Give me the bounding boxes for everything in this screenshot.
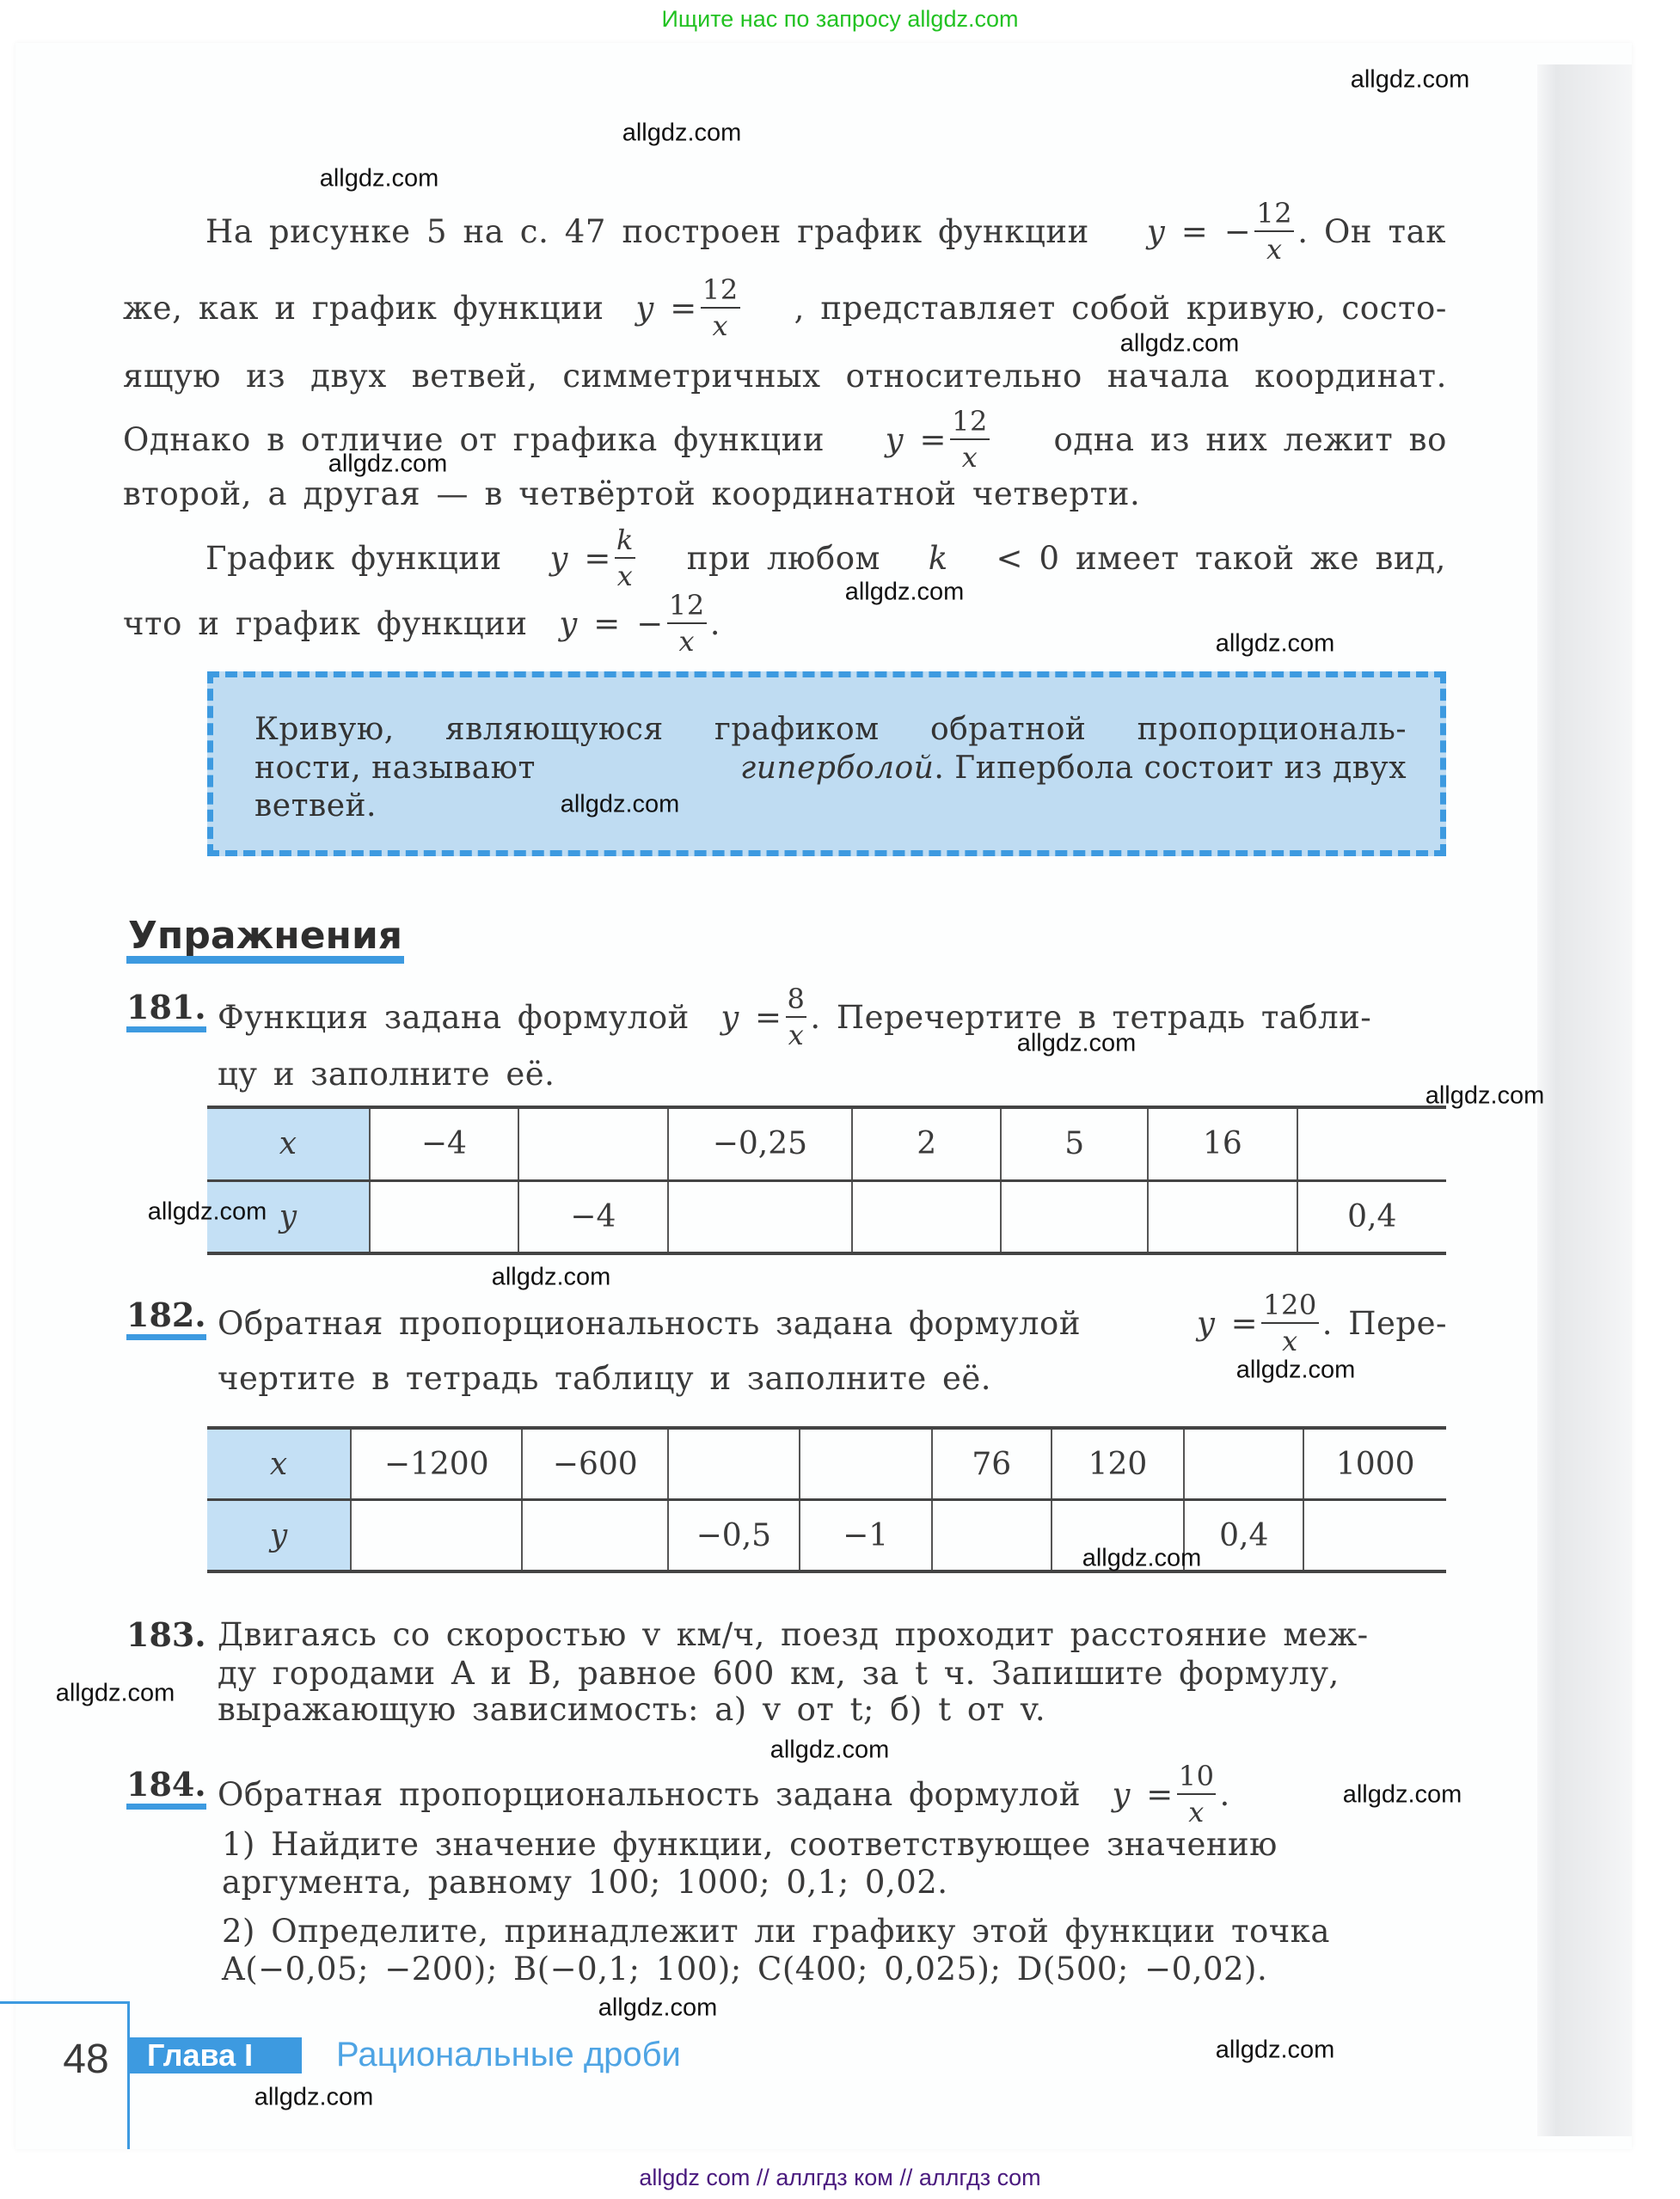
table-cell: 1000 bbox=[1303, 1428, 1446, 1500]
values-table-181 bbox=[207, 1106, 1446, 1255]
watermark: allgdz.com bbox=[844, 578, 965, 606]
table-cell: 2 bbox=[852, 1107, 1001, 1180]
text-line: Однако в отличие от графика функции y = $\frac{12}{x}$ одна из них лежит во bbox=[123, 405, 1447, 474]
table-cell: 120 bbox=[1052, 1428, 1184, 1500]
formula-line: же, как и график функции y = $\frac{12}{x}$ bbox=[123, 273, 739, 342]
formula: y = $\frac{120}{x}$ . Пере- bbox=[1196, 1289, 1447, 1357]
table-cell bbox=[932, 1500, 1052, 1572]
exercises-heading: Упражнения bbox=[126, 916, 404, 964]
table-cell: 5 bbox=[1001, 1107, 1148, 1180]
watermark: allgdz.com bbox=[598, 1994, 718, 2022]
watermark: allgdz.com bbox=[622, 119, 742, 147]
fraction: $\frac{12}{x}$ bbox=[702, 273, 739, 342]
chapter-title: Рациональные дроби bbox=[336, 2036, 681, 2073]
footer-corner-line bbox=[0, 2001, 129, 2004]
definition-box bbox=[207, 671, 1446, 856]
exercise-number: 183. bbox=[126, 1615, 206, 1654]
table-row-x bbox=[207, 1428, 1446, 1500]
formula: y = $\frac{k}{x}$ bbox=[549, 524, 635, 592]
row-label: y bbox=[207, 1180, 370, 1253]
exercise-number: 184. bbox=[126, 1766, 206, 1810]
table-cell: −600 bbox=[522, 1428, 668, 1500]
table-cell: −1 bbox=[800, 1500, 932, 1572]
table-cell: 0,4 bbox=[1184, 1500, 1303, 1572]
subtask-2-line: A(−0,05; −200); B(−0,1; 100); C(400; 0,025); D(500; −0,02). bbox=[222, 1951, 1268, 1988]
fraction: $\frac{8}{x}$ bbox=[787, 983, 806, 1051]
table-cell: −4 bbox=[370, 1107, 518, 1180]
table-row-y bbox=[207, 1180, 1446, 1253]
page-number: 48 bbox=[63, 2037, 109, 2082]
fraction: $\frac{k}{x}$ bbox=[616, 524, 635, 592]
text-line: График функции y = $\frac{k}{x}$ при любом k < 0 имеет такой же вид, bbox=[205, 524, 1446, 592]
fraction: $\frac{12}{x}$ bbox=[952, 405, 988, 474]
watermark: allgdz.com bbox=[1215, 629, 1335, 658]
watermark: allgdz.com bbox=[1016, 1029, 1137, 1057]
table-cell bbox=[1297, 1107, 1447, 1180]
watermark: allgdz.com bbox=[1342, 1780, 1462, 1809]
watermark: allgdz.com bbox=[1082, 1544, 1202, 1572]
watermark: allgdz.com bbox=[1425, 1081, 1545, 1110]
subtask-1-line: аргумента, равному 100; 1000; 0,1; 0,02. bbox=[222, 1864, 948, 1901]
text-line: выражающую зависимость: а) v от t; б) t от v. bbox=[218, 1691, 1046, 1728]
formula: y = $\frac{12}{x}$ bbox=[885, 405, 988, 474]
text: На рисунке 5 на с. 47 построен график функции bbox=[205, 212, 1089, 250]
table-cell: −1200 bbox=[351, 1428, 522, 1500]
subtask-1-line: 1) Найдите значение функции, соответствующее значению bbox=[222, 1826, 1278, 1863]
text-line: Двигаясь со скоростью v км/ч, поезд проходит расстояние меж- bbox=[218, 1616, 1369, 1653]
watermark: allgdz.com bbox=[560, 790, 680, 818]
chapter-label: Глава I bbox=[130, 2037, 302, 2073]
watermark: allgdz.com bbox=[769, 1736, 890, 1764]
table-cell bbox=[370, 1180, 518, 1253]
fraction: $\frac{12}{x}$ bbox=[1256, 197, 1293, 266]
exercise-number: 181. bbox=[126, 989, 206, 1032]
table-cell bbox=[1303, 1500, 1446, 1572]
table-cell: 16 bbox=[1148, 1107, 1297, 1180]
table-row-y bbox=[207, 1500, 1446, 1572]
watermark: allgdz.com bbox=[147, 1198, 267, 1226]
row-label: y bbox=[207, 1500, 351, 1572]
table-cell bbox=[1184, 1428, 1303, 1500]
table-cell bbox=[351, 1500, 522, 1572]
text-line: ящую из двух ветвей, симметричных относительно начала координат. bbox=[123, 358, 1447, 395]
row-label: x bbox=[207, 1428, 351, 1500]
text-line: Обратная пропорциональность задана формулой y = $\frac{10}{x}$ . bbox=[218, 1760, 1230, 1828]
term-hyperbola: гиперболой bbox=[740, 750, 935, 786]
table-cell bbox=[1148, 1180, 1297, 1253]
page-spine-shadow bbox=[1537, 64, 1632, 2136]
table-cell: 76 bbox=[932, 1428, 1052, 1500]
watermark: allgdz.com bbox=[1235, 1356, 1356, 1384]
text-line: второй, а другая — в четвёртой координатной четверти. bbox=[123, 475, 1141, 512]
fraction: $\frac{10}{x}$ bbox=[1178, 1760, 1215, 1828]
text-line: цу и заполните её. bbox=[218, 1056, 555, 1093]
definition-line: Кривую, являющуюся графиком обратной пропорциональ- bbox=[254, 712, 1407, 747]
table-cell bbox=[518, 1107, 667, 1180]
table-cell: −4 bbox=[518, 1180, 667, 1253]
text-line bbox=[205, 197, 1446, 266]
footer-vertical-line bbox=[127, 2001, 130, 2149]
top-banner[interactable]: Ищите нас по запросу allgdz.com bbox=[661, 6, 1019, 32]
subtask-2-line: 2) Определите, принадлежит ли графику этой функции точка bbox=[222, 1913, 1330, 1950]
text-line: чертите в тетрадь таблицу и заполните её. bbox=[218, 1360, 992, 1397]
watermark: allgdz.com bbox=[319, 164, 439, 193]
text-line: Функция задана формулой y = $\frac{8}{x}$ . Перечертите в тетрадь табли- bbox=[218, 983, 1372, 1051]
table-cell: 0,4 bbox=[1297, 1180, 1447, 1253]
watermark: allgdz.com bbox=[328, 450, 448, 478]
definition-line: ветвей. bbox=[254, 788, 377, 824]
table-cell: −0,5 bbox=[668, 1500, 800, 1572]
exercise-number: 182. bbox=[126, 1296, 206, 1340]
watermark: allgdz.com bbox=[254, 2083, 374, 2111]
text-line: ду городами A и B, равное 600 км, за t ч. Запишите формулу, bbox=[218, 1655, 1340, 1692]
row-label: x bbox=[207, 1107, 370, 1180]
table-cell bbox=[522, 1500, 668, 1572]
watermark: allgdz.com bbox=[491, 1263, 611, 1291]
table-cell bbox=[1001, 1180, 1148, 1253]
table-cell: −0,25 bbox=[668, 1107, 853, 1180]
text-line: что и график функции y = − $\frac{12}{x}$ . bbox=[123, 589, 721, 658]
definition-line: ности, называют гиперболой. Гипербола состоит из двух bbox=[254, 750, 1407, 786]
values-table-182 bbox=[207, 1426, 1446, 1573]
table-cell bbox=[668, 1428, 800, 1500]
fraction: $\frac{12}{x}$ bbox=[668, 589, 705, 658]
watermark: allgdz.com bbox=[1350, 65, 1470, 94]
watermark: allgdz.com bbox=[55, 1679, 175, 1707]
table-cell bbox=[668, 1180, 853, 1253]
table-cell bbox=[800, 1428, 932, 1500]
formula: y = − $\frac{12}{x}$ . Он так bbox=[1146, 197, 1446, 266]
text-line: же, как и график функции y = $\frac{12}{x}$ , представляет собой кривую, состо- bbox=[123, 273, 1447, 342]
bottom-banner[interactable]: allgdz com // аллгдз ком // аллгдз com bbox=[0, 2156, 1680, 2199]
watermark: allgdz.com bbox=[1119, 329, 1240, 358]
text-line: Обратная пропорциональность задана формулой y = $\frac{120}{x}$ . Пере- bbox=[218, 1289, 1447, 1357]
table-cell bbox=[852, 1180, 1001, 1253]
table-row-x bbox=[207, 1107, 1446, 1180]
fraction: $\frac{120}{x}$ bbox=[1263, 1289, 1317, 1357]
watermark: allgdz.com bbox=[1215, 2036, 1335, 2064]
